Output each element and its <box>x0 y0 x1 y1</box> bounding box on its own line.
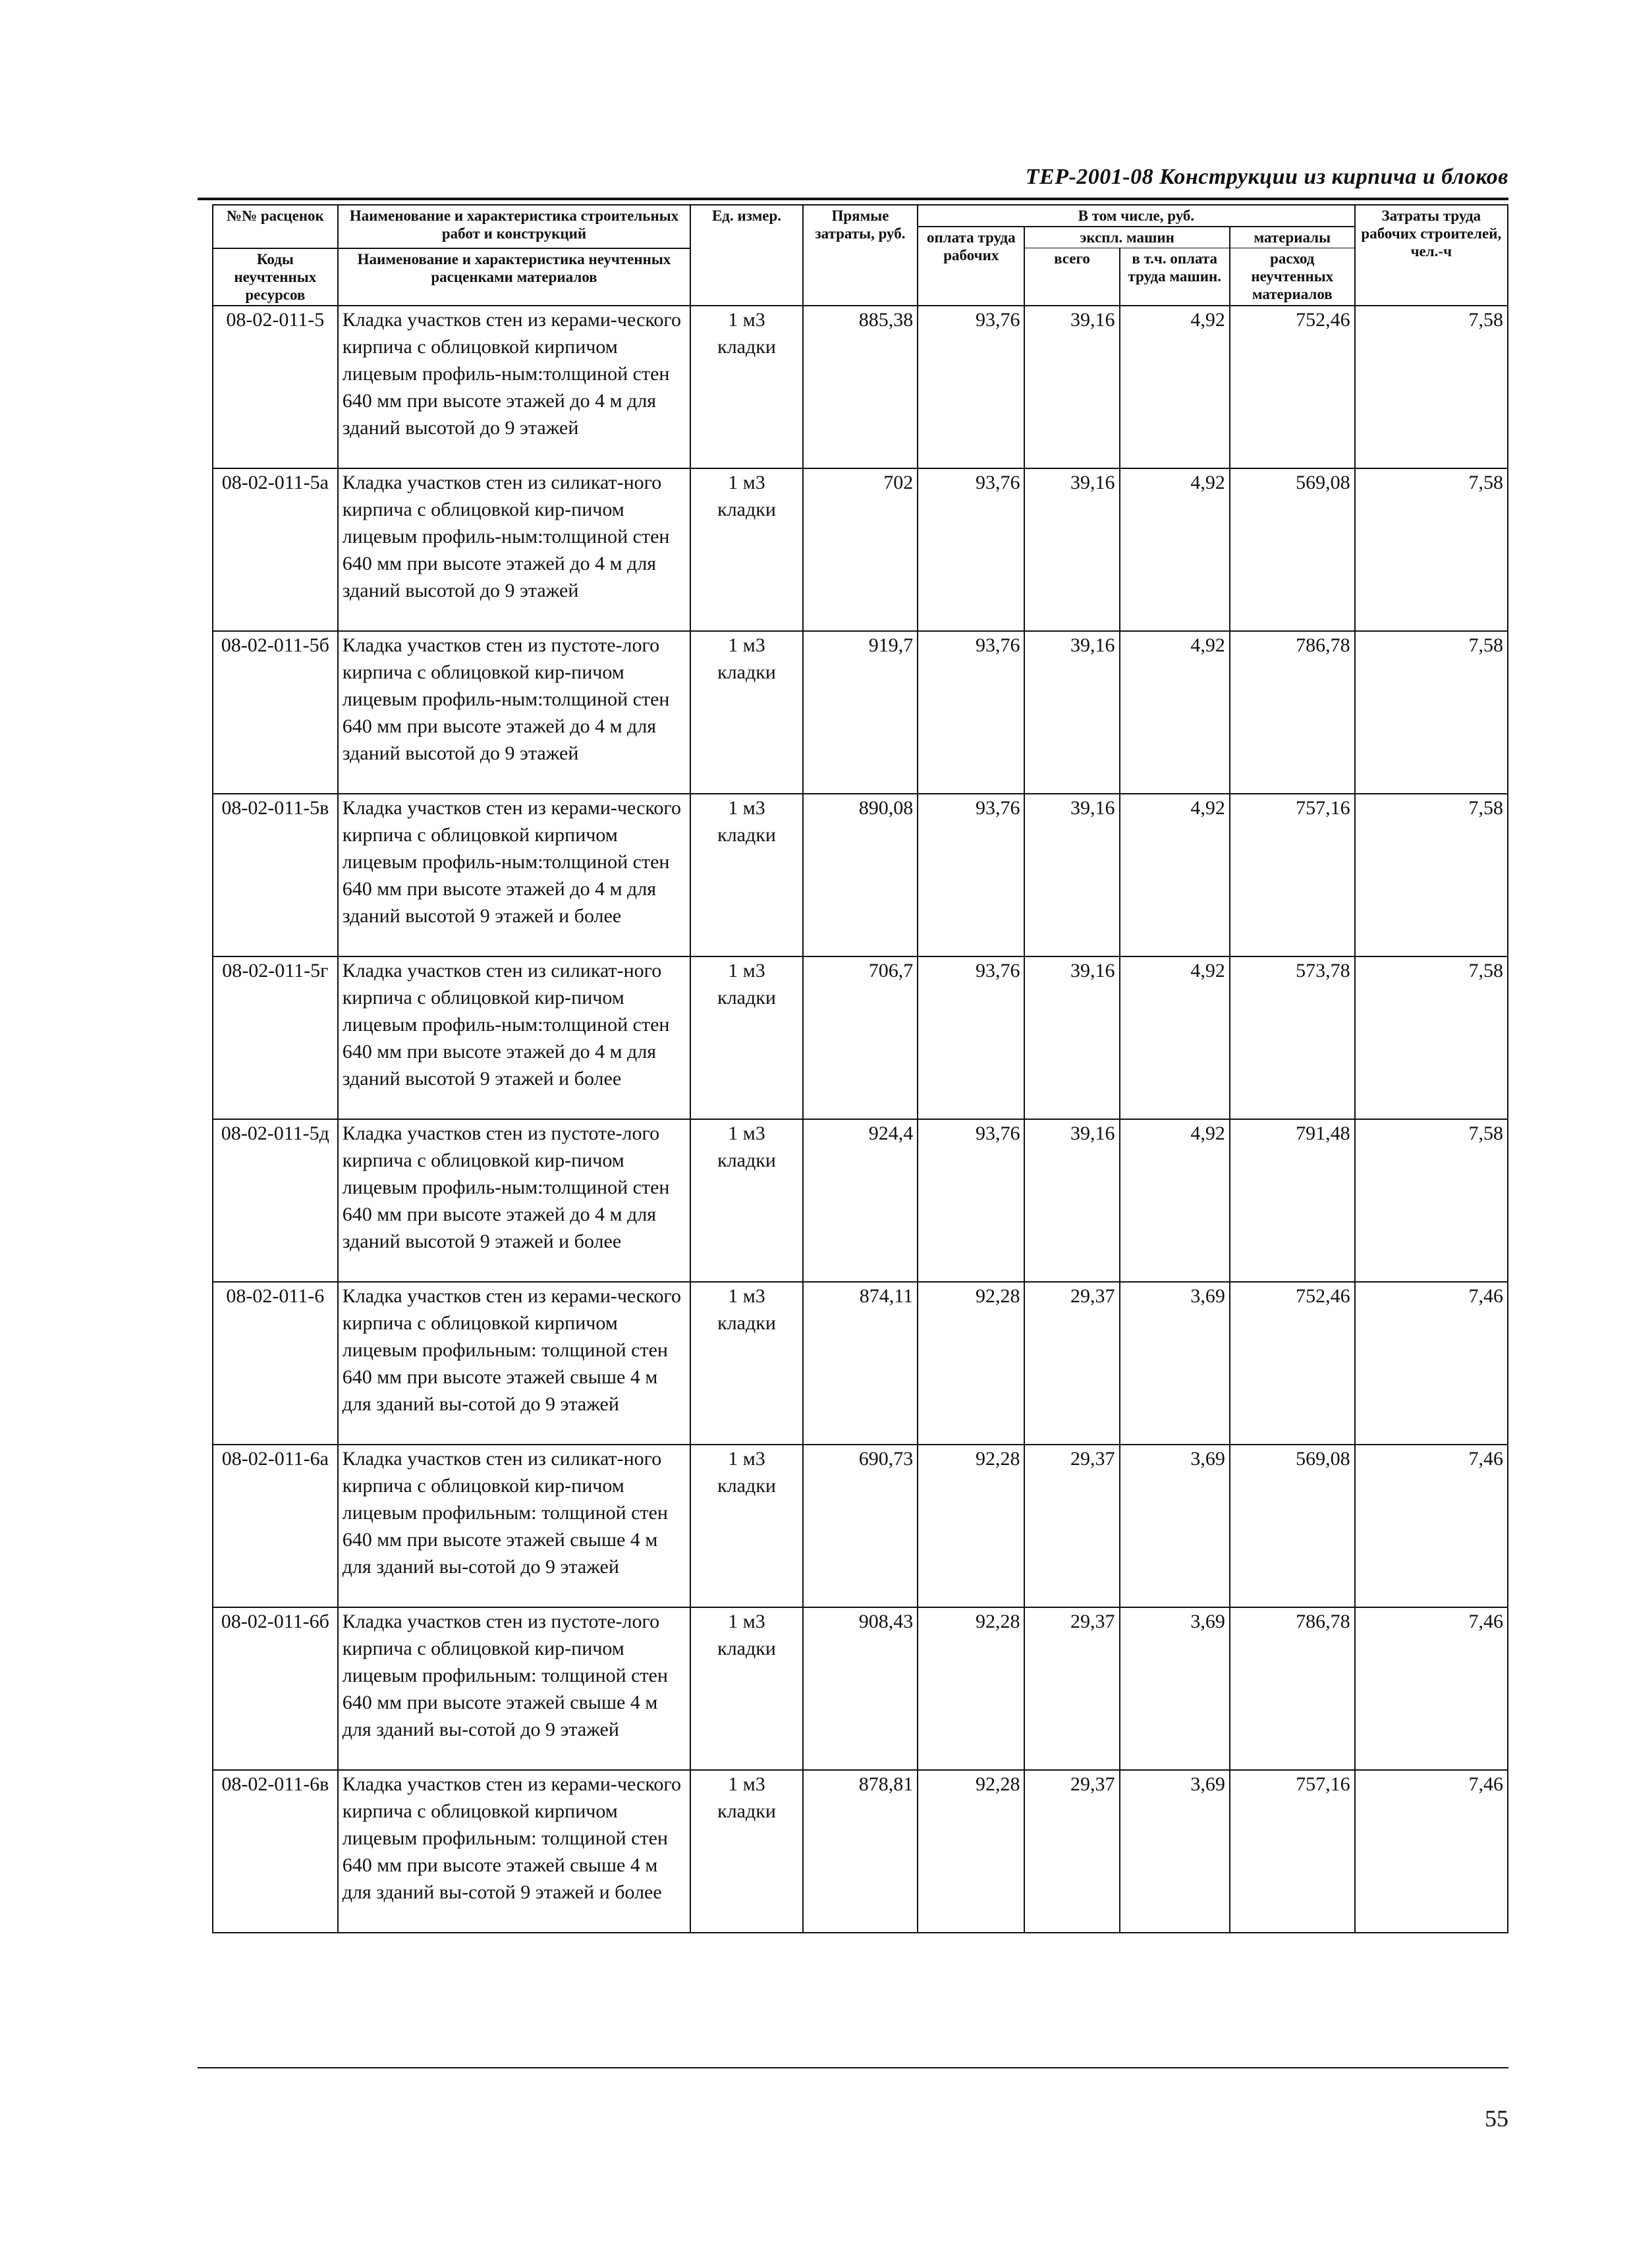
labor-costs: 7,58 <box>1355 468 1508 631</box>
column-direct-header: Прямые затраты, руб. <box>803 205 918 306</box>
labor-costs: 7,46 <box>1355 1770 1508 1933</box>
labor-costs: 7,58 <box>1355 794 1508 956</box>
labor-costs: 7,46 <box>1355 1282 1508 1445</box>
unit-of-measure <box>690 1770 802 1933</box>
table-row <box>213 956 1508 1119</box>
unit-label: кладки <box>717 1637 776 1659</box>
materials-cost: 786,78 <box>1230 1607 1355 1770</box>
machines-total: 29,37 <box>1024 1445 1119 1607</box>
workers-wages: 93,76 <box>918 956 1024 1119</box>
column-machines-wages-header: в т.ч. оплата труда машин. <box>1120 248 1230 306</box>
direct-costs: 690,73 <box>803 1445 918 1607</box>
direct-costs: 890,08 <box>803 794 918 956</box>
unit-label: кладки <box>717 1800 776 1822</box>
column-labor-header: Затраты труда рабочих строителей, чел.-ч <box>1355 205 1508 306</box>
table-row <box>213 306 1508 468</box>
machines-total: 29,37 <box>1024 1282 1119 1445</box>
workers-wages: 93,76 <box>918 631 1024 794</box>
labor-costs: 7,46 <box>1355 1445 1508 1607</box>
direct-costs: 702 <box>803 468 918 631</box>
workers-wages: 92,28 <box>918 1445 1024 1607</box>
direct-costs: 878,81 <box>803 1770 918 1933</box>
column-wages-header: оплата труда рабочих <box>918 227 1024 306</box>
work-description: Кладка участков стен из силикат-ного кирпича с облицовкой кир-пичом лицевым профиль-ным:толщиной стен 640 мм при высоте этажей до 4 м для зданий высотой до 9 этажей <box>338 468 691 631</box>
direct-costs: 885,38 <box>803 306 918 468</box>
machines-wages: 4,92 <box>1120 794 1230 956</box>
rate-code: 08-02-011-6в <box>213 1770 338 1933</box>
footer-rule <box>198 2067 1508 2068</box>
column-code-header <box>213 205 338 248</box>
work-description: Кладка участков стен из керами-ческого кирпича с облицовкой кирпичом лицевым профильным: толщиной стен 640 мм при высоте этажей свыше 4 м для зданий вы-сотой 9 этажей и более <box>338 1770 691 1933</box>
machines-wages: 3,69 <box>1120 1445 1230 1607</box>
column-materials-header: материалы <box>1230 227 1355 248</box>
unit-label: кладки <box>717 1312 776 1334</box>
column-code-top: №№ расценок <box>226 207 324 224</box>
unit-quantity: 1 м3 <box>728 1610 765 1632</box>
workers-wages: 92,28 <box>918 1282 1024 1445</box>
machines-wages: 4,92 <box>1120 631 1230 794</box>
work-description: Кладка участков стен из керами-ческого кирпича с облицовкой кирпичом лицевым профиль-ным:толщиной стен 640 мм при высоте этажей до 4 м для зданий высотой до 9 этажей <box>338 306 691 468</box>
rate-code: 08-02-011-5 <box>213 306 338 468</box>
direct-costs: 706,7 <box>803 956 918 1119</box>
materials-cost: 757,16 <box>1230 794 1355 956</box>
machines-total: 39,16 <box>1024 794 1119 956</box>
materials-cost: 573,78 <box>1230 956 1355 1119</box>
materials-cost: 757,16 <box>1230 1770 1355 1933</box>
rate-code: 08-02-011-6а <box>213 1445 338 1607</box>
column-including-header: В том числе, руб. <box>918 205 1354 227</box>
machines-wages: 3,69 <box>1120 1282 1230 1445</box>
unit-of-measure <box>690 631 802 794</box>
machines-wages: 4,92 <box>1120 1119 1230 1282</box>
unit-label: кладки <box>717 1149 776 1171</box>
work-description: Кладка участков стен из пустоте-лого кирпича с облицовкой кир-пичом лицевым профильным: толщиной стен 640 мм при высоте этажей свыше 4 м для зданий вы-сотой до 9 этажей <box>338 1607 691 1770</box>
unit-quantity: 1 м3 <box>728 1122 765 1144</box>
labor-costs: 7,58 <box>1355 1119 1508 1282</box>
machines-total: 29,37 <box>1024 1770 1119 1933</box>
unit-of-measure <box>690 1607 802 1770</box>
workers-wages: 93,76 <box>918 794 1024 956</box>
rate-code: 08-02-011-5а <box>213 468 338 631</box>
machines-total: 39,16 <box>1024 1119 1119 1282</box>
work-description: Кладка участков стен из силикат-ного кирпича с облицовкой кир-пичом лицевым профильным: толщиной стен 640 мм при высоте этажей свыше 4 м для зданий вы-сотой до 9 этажей <box>338 1445 691 1607</box>
machines-wages: 3,69 <box>1120 1770 1230 1933</box>
unit-of-measure <box>690 306 802 468</box>
rates-table-body <box>213 306 1508 1933</box>
materials-cost: 569,08 <box>1230 1445 1355 1607</box>
column-code-sub-header: Коды неучтенных ресурсов <box>213 248 338 306</box>
labor-costs: 7,58 <box>1355 631 1508 794</box>
work-description: Кладка участков стен из силикат-ного кирпича с облицовкой кир-пичом лицевым профиль-ным:толщиной стен 640 мм при высоте этажей до 4 м для зданий высотой 9 этажей и более <box>338 956 691 1119</box>
machines-wages: 4,92 <box>1120 306 1230 468</box>
unit-label: кладки <box>717 1474 776 1497</box>
header-rule <box>198 198 1508 200</box>
work-description: Кладка участков стен из керами-ческого кирпича с облицовкой кирпичом лицевым профиль-ным:толщиной стен 640 мм при высоте этажей до 4 м для зданий высотой 9 этажей и более <box>338 794 691 956</box>
materials-cost: 791,48 <box>1230 1119 1355 1282</box>
unit-label: кладки <box>717 498 776 520</box>
rate-code: 08-02-011-5д <box>213 1119 338 1282</box>
unit-label: кладки <box>717 986 776 1009</box>
workers-wages: 92,28 <box>918 1607 1024 1770</box>
unit-of-measure <box>690 794 802 956</box>
unit-quantity: 1 м3 <box>728 1447 765 1470</box>
machines-total: 39,16 <box>1024 631 1119 794</box>
unit-label: кладки <box>717 661 776 683</box>
table-row <box>213 468 1508 631</box>
machines-wages: 4,92 <box>1120 956 1230 1119</box>
table-row <box>213 794 1508 956</box>
direct-costs: 924,4 <box>803 1119 918 1282</box>
machines-wages: 4,92 <box>1120 468 1230 631</box>
rate-code: 08-02-011-5в <box>213 794 338 956</box>
page-header-title: ТЕР-2001-08 Конструкции из кирпича и блоков <box>1025 165 1508 189</box>
unit-of-measure <box>690 1282 802 1445</box>
work-description: Кладка участков стен из пустоте-лого кирпича с облицовкой кир-пичом лицевым профиль-ным:толщиной стен 640 мм при высоте этажей до 4 м для зданий высотой 9 этажей и более <box>338 1119 691 1282</box>
table-row <box>213 1770 1508 1933</box>
rate-code: 08-02-011-6б <box>213 1607 338 1770</box>
unit-label: кладки <box>717 823 776 846</box>
direct-costs: 908,43 <box>803 1607 918 1770</box>
labor-costs: 7,58 <box>1355 306 1508 468</box>
unit-quantity: 1 м3 <box>728 796 765 819</box>
unit-of-measure <box>690 468 802 631</box>
workers-wages: 93,76 <box>918 306 1024 468</box>
work-description: Кладка участков стен из пустоте-лого кирпича с облицовкой кир-пичом лицевым профиль-ным:толщиной стен 640 мм при высоте этажей до 4 м для зданий высотой до 9 этажей <box>338 631 691 794</box>
machines-total: 39,16 <box>1024 468 1119 631</box>
labor-costs: 7,46 <box>1355 1607 1508 1770</box>
unit-quantity: 1 м3 <box>728 308 765 331</box>
unit-quantity: 1 м3 <box>728 1285 765 1307</box>
table-row <box>213 1607 1508 1770</box>
column-name-top: Наименование и характеристика строительных работ и конструкций <box>349 207 679 242</box>
machines-wages: 3,69 <box>1120 1607 1230 1770</box>
workers-wages: 92,28 <box>918 1770 1024 1933</box>
unit-of-measure <box>690 956 802 1119</box>
unit-of-measure <box>690 1445 802 1607</box>
materials-cost: 752,46 <box>1230 306 1355 468</box>
machines-total: 39,16 <box>1024 306 1119 468</box>
column-name-sub-header: Наименование и характеристика неучтенных расценками материалов <box>338 248 691 306</box>
labor-costs: 7,58 <box>1355 956 1508 1119</box>
column-unit-header: Ед. измер. <box>690 205 802 306</box>
rate-code: 08-02-011-6 <box>213 1282 338 1445</box>
column-name-header <box>338 205 691 248</box>
machines-total: 39,16 <box>1024 956 1119 1119</box>
table-row <box>213 1119 1508 1282</box>
table-row <box>213 1445 1508 1607</box>
unit-label: кладки <box>717 335 776 358</box>
table-row <box>213 631 1508 794</box>
unit-quantity: 1 м3 <box>728 1773 765 1795</box>
workers-wages: 93,76 <box>918 1119 1024 1282</box>
direct-costs: 874,11 <box>803 1282 918 1445</box>
page-number: 55 <box>1485 2105 1508 2132</box>
rates-table <box>212 204 1508 1933</box>
rate-code: 08-02-011-5г <box>213 956 338 1119</box>
rate-code: 08-02-011-5б <box>213 631 338 794</box>
unit-of-measure <box>690 1119 802 1282</box>
machines-total: 29,37 <box>1024 1607 1119 1770</box>
column-machines-total-header: всего <box>1024 248 1119 306</box>
materials-cost: 569,08 <box>1230 468 1355 631</box>
unit-quantity: 1 м3 <box>728 634 765 656</box>
unit-quantity: 1 м3 <box>728 959 765 982</box>
materials-cost: 752,46 <box>1230 1282 1355 1445</box>
unit-quantity: 1 м3 <box>728 471 765 493</box>
work-description: Кладка участков стен из керами-ческого кирпича с облицовкой кирпичом лицевым профильным: толщиной стен 640 мм при высоте этажей свыше 4 м для зданий вы-сотой до 9 этажей <box>338 1282 691 1445</box>
workers-wages: 93,76 <box>918 468 1024 631</box>
direct-costs: 919,7 <box>803 631 918 794</box>
table-row <box>213 1282 1508 1445</box>
column-machines-header: экспл. машин <box>1024 227 1229 248</box>
materials-cost: 786,78 <box>1230 631 1355 794</box>
column-materials-sub-header: расход неучтенных материалов <box>1230 248 1355 306</box>
